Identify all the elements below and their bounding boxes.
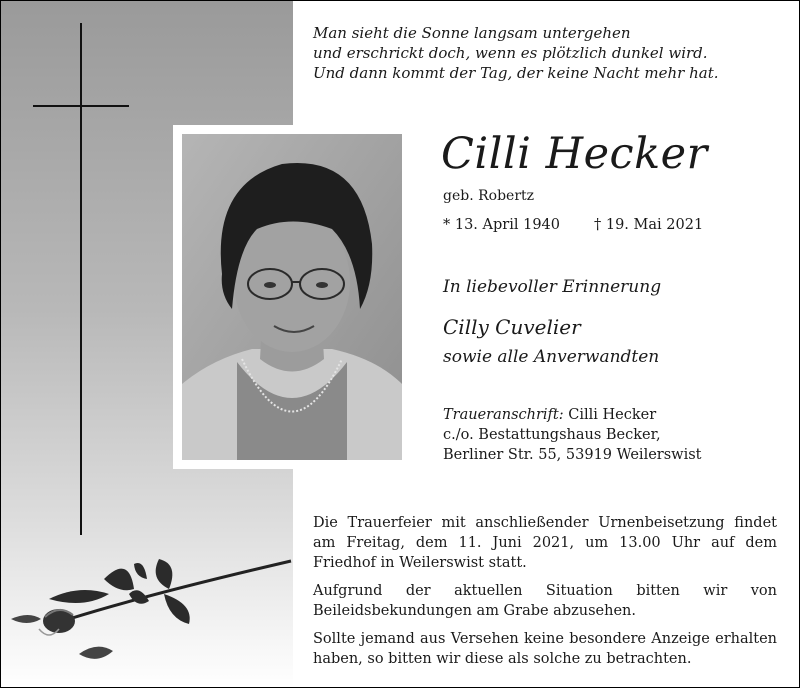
poem-line: Und dann kommt der Tag, der keine Nacht mehr hat. — [313, 64, 719, 82]
missed-notice: Sollte jemand aus Versehen keine besondere Anzeige erhalten haben, so bitten wir diese als solche zu betrachten. — [313, 631, 777, 667]
funeral-notice: Die Trauerfeier mit anschließender Urnenbeisetzung findet am Freitag, dem 11. Juni 2021, um 13.00 Uhr auf dem Friedhof in Weilerswist statt. — [313, 515, 777, 571]
poem-line: Man sieht die Sonne langsam untergehen — [313, 24, 631, 42]
address-line — [443, 405, 701, 425]
portrait-illustration — [182, 134, 402, 460]
mourner-name: Cilly Cuvelier — [443, 315, 581, 339]
mourning-address — [443, 405, 701, 465]
maiden-name: geb. Robertz — [443, 188, 535, 204]
address-value: Cilli Hecker — [563, 407, 657, 423]
poem — [313, 23, 783, 83]
cross-icon-vertical — [80, 23, 82, 535]
portrait-photo — [182, 134, 402, 460]
death-date: † 19. Mai 2021 — [594, 217, 704, 233]
deceased-name: Cilli Hecker — [441, 129, 708, 179]
memory-phrase: In liebevoller Erinnerung — [443, 277, 662, 297]
birth-date: * 13. April 1940 — [443, 217, 560, 233]
rose-icon — [9, 549, 299, 679]
relatives-line: sowie alle Anverwandten — [443, 347, 660, 367]
cross-icon-horizontal — [33, 105, 129, 107]
address-label: Traueranschrift: — [443, 407, 564, 423]
life-dates — [443, 217, 703, 233]
condolence-notice: Aufgrund der aktuellen Situation bitten wir von Beileidsbekundungen am Grabe abzusehen. — [313, 583, 777, 619]
portrait-frame — [173, 125, 411, 469]
address-line: c./o. Bestattungshaus Becker, — [443, 427, 661, 443]
address-line: Berliner Str. 55, 53919 Weilerswist — [443, 447, 702, 463]
poem-line: und erschrickt doch, wenn es plötzlich dunkel wird. — [313, 44, 708, 62]
